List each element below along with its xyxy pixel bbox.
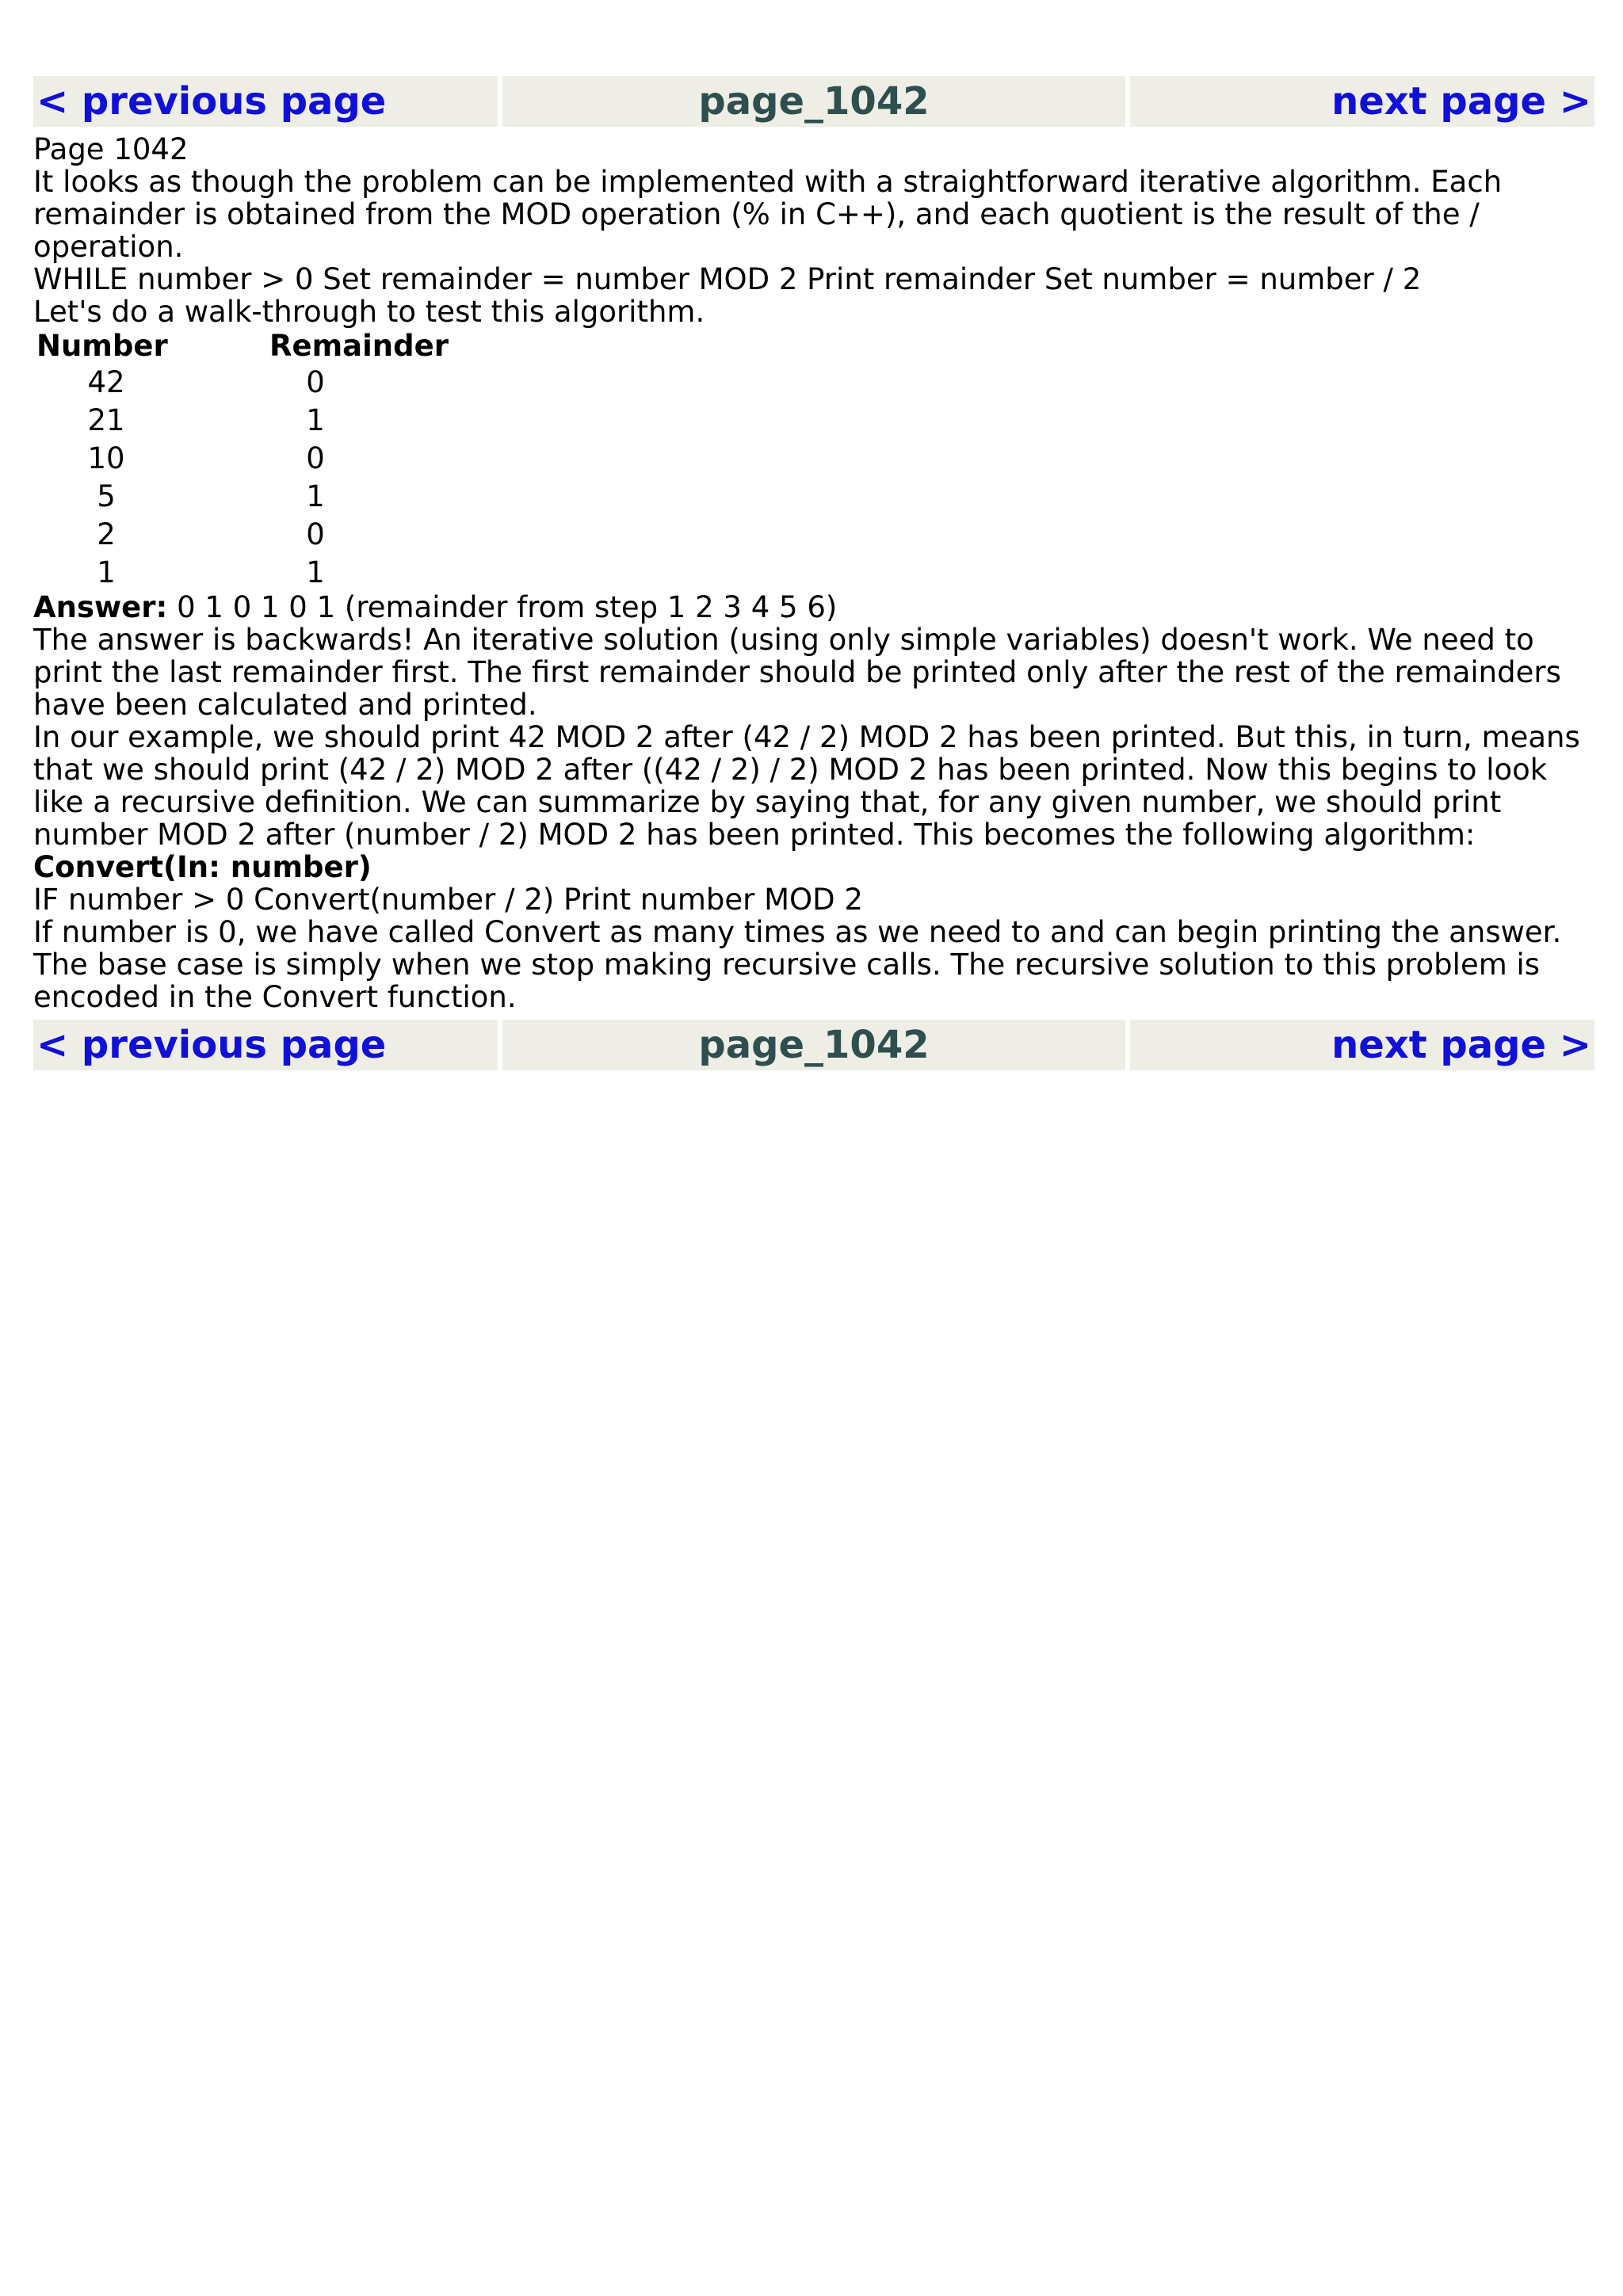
bottom-navbar	[33, 1020, 1594, 1070]
table-row	[33, 363, 452, 401]
iterative-algorithm: WHILE number > 0 Set remainder = number MOD 2 Print remainder Set number = number / 2	[33, 262, 1422, 296]
paragraph-backwards: The answer is backwards! An iterative solution (using only simple variables) doesn't work. We need to print the last remainder first. The first remainder should be printed only after the rest of the remainders have been calculated and printed.	[33, 623, 1561, 722]
answer-line	[33, 591, 1594, 624]
table-header-row	[33, 328, 452, 363]
cell-number: 21	[87, 402, 125, 437]
convert-heading: Convert(In: number)	[33, 850, 372, 884]
page-content	[33, 127, 1594, 1020]
cell-number: 1	[97, 555, 116, 589]
cell-remainder: 0	[306, 364, 325, 399]
table-row	[33, 401, 452, 439]
next-page-link[interactable]: next page >	[1130, 76, 1594, 127]
table-row	[33, 553, 452, 591]
previous-page-link[interactable]: < previous page	[33, 1020, 498, 1070]
cell-remainder: 0	[306, 517, 325, 551]
cell-remainder: 0	[306, 441, 325, 475]
cell-number: 5	[97, 479, 116, 513]
cell-number: 10	[87, 441, 125, 475]
table-row	[33, 477, 452, 515]
recursive-algorithm: IF number > 0 Convert(number / 2) Print number MOD 2	[33, 883, 863, 917]
previous-page-link[interactable]: < previous page	[33, 76, 498, 127]
walkthrough-intro: Let's do a walk-through to test this algorithm.	[33, 295, 705, 329]
table-row	[33, 439, 452, 477]
cell-number: 42	[87, 364, 125, 399]
cell-remainder: 1	[306, 402, 325, 437]
page-title: page_1042	[502, 76, 1125, 127]
walkthrough-table	[33, 328, 452, 591]
header-remainder: Remainder	[269, 328, 449, 363]
page-container	[33, 76, 1594, 1070]
answer-label: Answer:	[33, 590, 168, 624]
cell-number: 2	[97, 517, 116, 551]
page-label: Page 1042	[33, 132, 189, 166]
paragraph-recursive-definition: In our example, we should print 42 MOD 2 after (42 / 2) MOD 2 has been printed. But this, in turn, means that we should print (42 / 2) MOD 2 after ((42 / 2) / 2) MOD 2 has been printed. Now this begins to look like a recursive definition. We can summarize by saying that, for any given number, we should print number MOD 2 after (number / 2) MOD 2 has been printed. This becomes the following algorithm:	[33, 720, 1580, 852]
top-navbar	[33, 76, 1594, 127]
header-number: Number	[36, 328, 168, 363]
page-title: page_1042	[502, 1020, 1125, 1070]
table-row	[33, 515, 452, 553]
answer-text: 0 1 0 1 0 1 (remainder from step 1 2 3 4 5 6)	[167, 590, 838, 624]
paragraph-base-case: If number is 0, we have called Convert as many times as we need to and can begin printing the answer. The base case is simply when we stop making recursive calls. The recursive solution to this problem is encoded in the Convert function.	[33, 915, 1562, 1014]
cell-remainder: 1	[306, 555, 325, 589]
cell-remainder: 1	[306, 479, 325, 513]
next-page-link[interactable]: next page >	[1130, 1020, 1594, 1070]
paragraph-intro: It looks as though the problem can be implemented with a straightforward iterative algorithm. Each remainder is obtained from the MOD operation (% in C++), and each quotient is the result of the / operation.	[33, 165, 1503, 264]
